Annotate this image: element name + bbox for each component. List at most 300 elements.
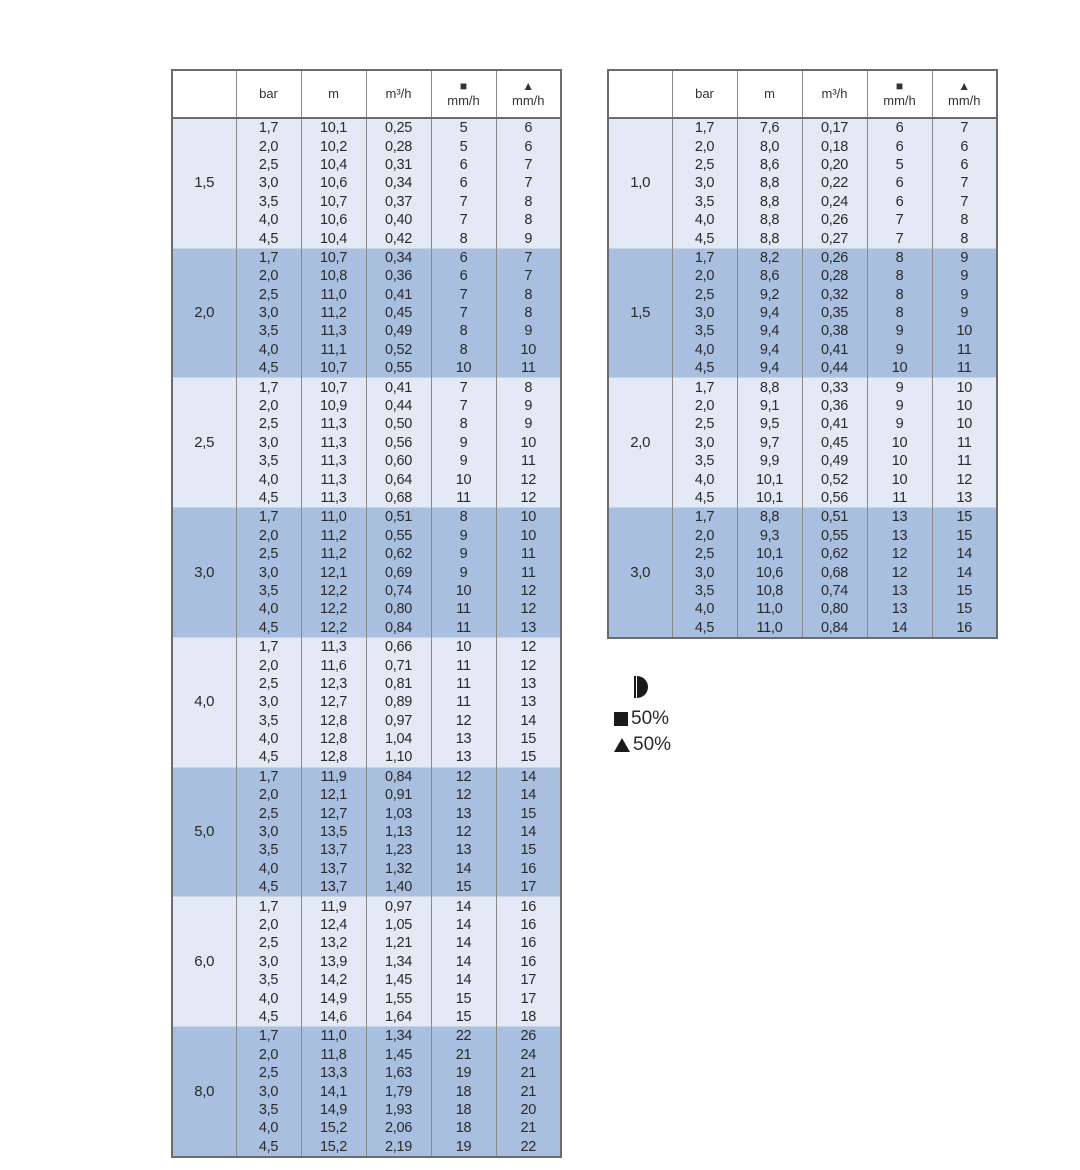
square-rate-cell: 14 (431, 860, 496, 878)
triangle-rate-cell: 13 (932, 489, 997, 508)
radius-cell: 12,2 (301, 619, 366, 638)
radius-cell: 10,1 (737, 470, 802, 488)
triangle-rate-cell: 7 (496, 248, 561, 267)
table-row (172, 1027, 561, 1046)
square-rate-cell: 11 (431, 693, 496, 711)
radius-cell: 10,6 (301, 174, 366, 192)
flow-cell: 0,81 (366, 675, 431, 693)
pressure-cell: 4,0 (236, 211, 301, 229)
flow-cell: 0,55 (366, 527, 431, 545)
square-rate-cell: 12 (431, 823, 496, 841)
triangle-rate-cell: 14 (932, 545, 997, 563)
triangle-rate-cell: 9 (496, 415, 561, 433)
triangle-rate-cell: 21 (496, 1082, 561, 1100)
triangle-rate-cell: 15 (496, 748, 561, 767)
flow-cell: 0,44 (802, 359, 867, 378)
pressure-cell: 3,5 (236, 582, 301, 600)
triangle-rate-cell: 10 (932, 397, 997, 415)
radius-cell: 10,1 (301, 118, 366, 137)
flow-cell: 0,35 (802, 304, 867, 322)
pressure-cell: 2,0 (236, 1046, 301, 1064)
table-row (608, 378, 997, 397)
flow-cell: 0,20 (802, 156, 867, 174)
legend-square-pct: 50% (631, 708, 670, 729)
radius-cell: 9,3 (737, 527, 802, 545)
flow-cell: 0,50 (366, 415, 431, 433)
pressure-cell: 2,0 (672, 137, 737, 155)
flow-cell: 0,52 (802, 470, 867, 488)
square-rate-cell: 5 (431, 137, 496, 155)
pressure-cell: 2,0 (236, 527, 301, 545)
flow-cell: 1,05 (366, 916, 431, 934)
radius-cell: 8,6 (737, 267, 802, 285)
flow-cell: 0,56 (802, 489, 867, 508)
flow-cell: 1,34 (366, 953, 431, 971)
square-rate-cell: 14 (431, 897, 496, 916)
triangle-rate-cell: 14 (496, 786, 561, 804)
flow-cell: 0,38 (802, 322, 867, 340)
pressure-cell: 3,5 (672, 452, 737, 470)
pressure-cell: 1,7 (672, 248, 737, 267)
pressure-cell: 3,0 (236, 174, 301, 192)
radius-cell: 8,8 (737, 229, 802, 248)
triangle-rate-cell: 7 (932, 174, 997, 192)
radius-cell: 9,4 (737, 322, 802, 340)
flow-cell: 0,45 (366, 304, 431, 322)
flow-cell: 1,13 (366, 823, 431, 841)
flow-cell: 0,41 (366, 378, 431, 397)
square-rate-cell: 7 (867, 211, 932, 229)
triangle-rate-cell: 16 (496, 860, 561, 878)
triangle-rate-cell: 7 (496, 267, 561, 285)
radius-cell: 10,6 (737, 563, 802, 581)
triangle-rate-cell: 15 (496, 804, 561, 822)
square-rate-cell: 12 (431, 786, 496, 804)
pressure-cell: 3,0 (236, 693, 301, 711)
square-rate-cell: 6 (867, 137, 932, 155)
radius-cell: 11,3 (301, 470, 366, 488)
radius-cell: 8,0 (737, 137, 802, 155)
pressure-cell: 2,0 (236, 656, 301, 674)
triangle-rate-cell: 14 (932, 563, 997, 581)
triangle-rate-cell: 24 (496, 1046, 561, 1064)
radius-cell: 10,6 (301, 211, 366, 229)
table-row (172, 637, 561, 656)
header-rate-label: mm/h (447, 93, 480, 108)
triangle-rate-cell: 8 (496, 211, 561, 229)
header-bar: bar (672, 70, 737, 118)
header-flow: m³/h (802, 70, 867, 118)
square-rate-cell: 18 (431, 1082, 496, 1100)
pressure-cell: 2,0 (672, 527, 737, 545)
pressure-cell: 4,0 (236, 341, 301, 359)
pressure-cell: 2,0 (672, 267, 737, 285)
pressure-cell: 2,5 (236, 675, 301, 693)
pressure-cell: 3,0 (236, 434, 301, 452)
radius-cell: 14,9 (301, 1101, 366, 1119)
radius-cell: 10,1 (737, 489, 802, 508)
radius-cell: 11,8 (301, 1046, 366, 1064)
triangle-rate-cell: 10 (496, 508, 561, 527)
triangle-rate-cell: 9 (496, 322, 561, 340)
square-rate-cell: 14 (431, 971, 496, 989)
flow-cell: 0,37 (366, 193, 431, 211)
table-row (608, 118, 997, 137)
pressure-cell: 3,0 (672, 304, 737, 322)
square-rate-cell: 9 (867, 341, 932, 359)
flow-cell: 0,89 (366, 693, 431, 711)
square-rate-cell: 13 (867, 527, 932, 545)
radius-cell: 10,7 (301, 248, 366, 267)
pressure-cell: 3,5 (236, 712, 301, 730)
square-rate-cell: 11 (431, 600, 496, 618)
nozzle-size-cell: 1,5 (608, 248, 672, 378)
pressure-cell: 1,7 (672, 508, 737, 527)
radius-cell: 11,6 (301, 656, 366, 674)
pressure-cell: 3,0 (672, 434, 737, 452)
pressure-cell: 4,5 (236, 619, 301, 638)
triangle-rate-cell: 17 (496, 878, 561, 897)
triangle-rate-cell: 11 (496, 452, 561, 470)
square-rate-cell: 11 (867, 489, 932, 508)
triangle-rate-cell: 7 (932, 193, 997, 211)
flow-cell: 1,40 (366, 878, 431, 897)
triangle-rate-cell: 14 (496, 767, 561, 786)
flow-cell: 1,63 (366, 1064, 431, 1082)
radius-cell: 11,0 (301, 1027, 366, 1046)
triangle-rate-cell: 12 (496, 637, 561, 656)
square-rate-cell: 14 (431, 953, 496, 971)
square-rate-cell: 13 (867, 600, 932, 618)
flow-cell: 1,55 (366, 989, 431, 1007)
square-rate-cell: 12 (431, 712, 496, 730)
table-row (172, 378, 561, 397)
pressure-cell: 4,0 (672, 470, 737, 488)
square-rate-cell: 12 (867, 545, 932, 563)
radius-cell: 12,4 (301, 916, 366, 934)
flow-cell: 1,79 (366, 1082, 431, 1100)
square-rate-cell: 9 (431, 452, 496, 470)
square-rate-cell: 11 (431, 656, 496, 674)
triangle-rate-cell: 11 (932, 341, 997, 359)
half-circle-icon (634, 676, 648, 700)
flow-cell: 1,03 (366, 804, 431, 822)
square-icon: ■ (895, 79, 904, 93)
flow-cell: 0,32 (802, 286, 867, 304)
flow-cell: 0,68 (802, 563, 867, 581)
pressure-cell: 4,5 (672, 619, 737, 638)
flow-cell: 0,68 (366, 489, 431, 508)
square-rate-cell: 7 (867, 229, 932, 248)
radius-cell: 11,0 (737, 619, 802, 638)
triangle-rate-cell: 11 (932, 452, 997, 470)
triangle-rate-cell: 6 (496, 118, 561, 137)
radius-cell: 8,8 (737, 193, 802, 211)
flow-cell: 0,27 (802, 229, 867, 248)
radius-cell: 8,6 (737, 156, 802, 174)
pressure-cell: 4,5 (236, 748, 301, 767)
radius-cell: 12,1 (301, 786, 366, 804)
square-rate-cell: 6 (867, 118, 932, 137)
triangle-rate-cell: 15 (496, 841, 561, 859)
flow-cell: 0,80 (366, 600, 431, 618)
table-row (172, 248, 561, 267)
flow-cell: 0,97 (366, 897, 431, 916)
radius-cell: 12,3 (301, 675, 366, 693)
radius-cell: 10,8 (737, 582, 802, 600)
triangle-rate-cell: 16 (932, 619, 997, 638)
radius-cell: 10,7 (301, 193, 366, 211)
square-rate-cell: 8 (431, 322, 496, 340)
radius-cell: 9,4 (737, 359, 802, 378)
pressure-cell: 2,0 (236, 397, 301, 415)
flow-cell: 0,55 (366, 359, 431, 378)
radius-cell: 10,4 (301, 229, 366, 248)
table-header-row (608, 70, 997, 118)
square-rate-cell: 9 (867, 415, 932, 433)
triangle-rate-cell: 10 (932, 415, 997, 433)
radius-cell: 12,1 (301, 563, 366, 581)
square-rate-cell: 6 (431, 156, 496, 174)
square-rate-cell: 19 (431, 1064, 496, 1082)
square-rate-cell: 8 (867, 286, 932, 304)
square-rate-cell: 5 (431, 118, 496, 137)
triangle-rate-cell: 9 (496, 397, 561, 415)
square-rate-cell: 18 (431, 1101, 496, 1119)
square-rate-cell: 14 (867, 619, 932, 638)
square-rate-cell: 8 (431, 229, 496, 248)
square-rate-cell: 10 (431, 582, 496, 600)
radius-cell: 10,4 (301, 156, 366, 174)
triangle-rate-cell: 13 (496, 693, 561, 711)
square-icon: ■ (459, 79, 468, 93)
triangle-rate-cell: 11 (496, 563, 561, 581)
pressure-cell: 2,5 (672, 415, 737, 433)
triangle-rate-cell: 20 (496, 1101, 561, 1119)
square-rate-cell: 9 (431, 527, 496, 545)
table-row (172, 508, 561, 527)
flow-cell: 0,22 (802, 174, 867, 192)
radius-cell: 12,2 (301, 582, 366, 600)
legend-triangle-pct: 50% (633, 734, 672, 755)
square-rate-cell: 12 (867, 563, 932, 581)
triangle-rate-cell: 16 (496, 916, 561, 934)
square-rate-cell: 10 (431, 470, 496, 488)
table-row (172, 118, 561, 137)
pressure-cell: 4,5 (236, 229, 301, 248)
square-rate-cell: 10 (431, 637, 496, 656)
square-rate-cell: 7 (431, 378, 496, 397)
square-rate-cell: 15 (431, 878, 496, 897)
radius-cell: 8,8 (737, 508, 802, 527)
square-icon (614, 712, 628, 726)
triangle-rate-cell: 15 (932, 600, 997, 618)
radius-cell: 10,8 (301, 267, 366, 285)
triangle-rate-cell: 10 (496, 341, 561, 359)
pressure-cell: 4,0 (672, 341, 737, 359)
nozzle-size-cell: 4,0 (172, 637, 236, 767)
pressure-cell: 4,5 (236, 359, 301, 378)
pressure-cell: 3,5 (236, 1101, 301, 1119)
header-m: m (301, 70, 366, 118)
triangle-rate-cell: 9 (932, 304, 997, 322)
triangle-rate-cell: 11 (932, 434, 997, 452)
nozzle-size-cell: 2,0 (172, 248, 236, 378)
radius-cell: 13,7 (301, 841, 366, 859)
radius-cell: 11,3 (301, 322, 366, 340)
triangle-rate-cell: 9 (496, 229, 561, 248)
square-rate-cell: 9 (431, 545, 496, 563)
square-rate-cell: 5 (867, 156, 932, 174)
triangle-rate-cell: 21 (496, 1119, 561, 1137)
radius-cell: 9,4 (737, 341, 802, 359)
radius-cell: 11,1 (301, 341, 366, 359)
pressure-cell: 1,7 (672, 118, 737, 137)
pressure-cell: 1,7 (236, 378, 301, 397)
square-rate-cell: 10 (867, 359, 932, 378)
flow-cell: 0,62 (366, 545, 431, 563)
pressure-cell: 4,5 (672, 489, 737, 508)
radius-cell: 12,8 (301, 730, 366, 748)
triangle-rate-cell: 12 (932, 470, 997, 488)
flow-cell: 1,45 (366, 1046, 431, 1064)
triangle-rate-cell: 12 (496, 656, 561, 674)
flow-cell: 0,71 (366, 656, 431, 674)
flow-cell: 0,36 (366, 267, 431, 285)
radius-cell: 8,8 (737, 211, 802, 229)
triangle-rate-cell: 7 (932, 118, 997, 137)
radius-cell: 15,2 (301, 1137, 366, 1156)
radius-cell: 8,8 (737, 174, 802, 192)
square-rate-cell: 11 (431, 675, 496, 693)
flow-cell: 0,24 (802, 193, 867, 211)
triangle-rate-cell: 11 (496, 359, 561, 378)
nozzle-size-cell: 3,0 (608, 508, 672, 638)
triangle-rate-cell: 6 (932, 156, 997, 174)
triangle-rate-cell: 11 (496, 545, 561, 563)
pressure-cell: 1,7 (236, 897, 301, 916)
radius-cell: 9,4 (737, 304, 802, 322)
square-rate-cell: 18 (431, 1119, 496, 1137)
triangle-rate-cell: 11 (932, 359, 997, 378)
radius-cell: 13,5 (301, 823, 366, 841)
square-rate-cell: 6 (867, 193, 932, 211)
nozzle-size-cell: 5,0 (172, 767, 236, 897)
triangle-icon: ▲ (522, 79, 535, 93)
pressure-cell: 2,5 (236, 286, 301, 304)
pressure-cell: 2,5 (236, 1064, 301, 1082)
triangle-rate-cell: 10 (932, 378, 997, 397)
pressure-cell: 2,0 (236, 267, 301, 285)
triangle-rate-cell: 18 (496, 1008, 561, 1027)
flow-cell: 0,97 (366, 712, 431, 730)
pressure-cell: 3,5 (672, 322, 737, 340)
triangle-rate-cell: 14 (496, 712, 561, 730)
flow-cell: 0,49 (802, 452, 867, 470)
flow-cell: 0,44 (366, 397, 431, 415)
square-rate-cell: 9 (867, 322, 932, 340)
radius-cell: 11,3 (301, 637, 366, 656)
pressure-cell: 1,7 (236, 637, 301, 656)
flow-cell: 0,26 (802, 248, 867, 267)
pressure-cell: 3,0 (672, 563, 737, 581)
radius-cell: 10,2 (301, 137, 366, 155)
radius-cell: 12,8 (301, 712, 366, 730)
triangle-rate-cell: 8 (932, 211, 997, 229)
radius-cell: 11,9 (301, 767, 366, 786)
triangle-rate-cell: 7 (496, 174, 561, 192)
square-rate-cell: 9 (431, 563, 496, 581)
triangle-rate-cell: 9 (932, 286, 997, 304)
square-rate-cell: 21 (431, 1046, 496, 1064)
header-square-rate (431, 70, 496, 118)
flow-cell: 1,23 (366, 841, 431, 859)
pressure-cell: 2,5 (672, 156, 737, 174)
square-rate-cell: 15 (431, 989, 496, 1007)
legend-triangle-row (614, 732, 671, 758)
flow-table-right (607, 69, 998, 639)
square-rate-cell: 8 (431, 415, 496, 433)
nozzle-size-cell: 2,0 (608, 378, 672, 508)
pressure-cell: 3,0 (236, 304, 301, 322)
square-rate-cell: 7 (431, 286, 496, 304)
triangle-rate-cell: 26 (496, 1027, 561, 1046)
radius-cell: 12,7 (301, 804, 366, 822)
table-header-row (172, 70, 561, 118)
pressure-cell: 3,5 (236, 452, 301, 470)
flow-cell: 0,55 (802, 527, 867, 545)
radius-cell: 14,1 (301, 1082, 366, 1100)
square-rate-cell: 10 (867, 452, 932, 470)
square-rate-cell: 8 (867, 267, 932, 285)
pressure-cell: 2,5 (236, 934, 301, 952)
radius-cell: 9,7 (737, 434, 802, 452)
radius-cell: 13,7 (301, 860, 366, 878)
flow-cell: 0,64 (366, 470, 431, 488)
flow-cell: 0,41 (802, 415, 867, 433)
radius-cell: 13,3 (301, 1064, 366, 1082)
radius-cell: 9,2 (737, 286, 802, 304)
flow-cell: 0,56 (366, 434, 431, 452)
flow-cell: 1,10 (366, 748, 431, 767)
triangle-rate-cell: 9 (932, 248, 997, 267)
square-rate-cell: 10 (867, 470, 932, 488)
pressure-cell: 3,5 (672, 193, 737, 211)
triangle-rate-cell: 9 (932, 267, 997, 285)
table-row (172, 767, 561, 786)
flow-cell: 0,28 (366, 137, 431, 155)
flow-cell: 0,74 (366, 582, 431, 600)
pressure-cell: 3,0 (236, 1082, 301, 1100)
radius-cell: 11,0 (737, 600, 802, 618)
flow-cell: 0,66 (366, 637, 431, 656)
flow-cell: 2,06 (366, 1119, 431, 1137)
flow-cell: 1,21 (366, 934, 431, 952)
triangle-rate-cell: 15 (932, 508, 997, 527)
square-rate-cell: 12 (431, 767, 496, 786)
flow-cell: 0,18 (802, 137, 867, 155)
pressure-cell: 4,0 (236, 1119, 301, 1137)
pressure-cell: 2,5 (672, 545, 737, 563)
table-row (608, 508, 997, 527)
pressure-cell: 4,5 (236, 1137, 301, 1156)
nozzle-size-cell: 8,0 (172, 1027, 236, 1157)
radius-cell: 11,3 (301, 452, 366, 470)
radius-cell: 11,9 (301, 897, 366, 916)
pressure-cell: 4,0 (672, 600, 737, 618)
radius-cell: 13,2 (301, 934, 366, 952)
triangle-rate-cell: 10 (932, 322, 997, 340)
